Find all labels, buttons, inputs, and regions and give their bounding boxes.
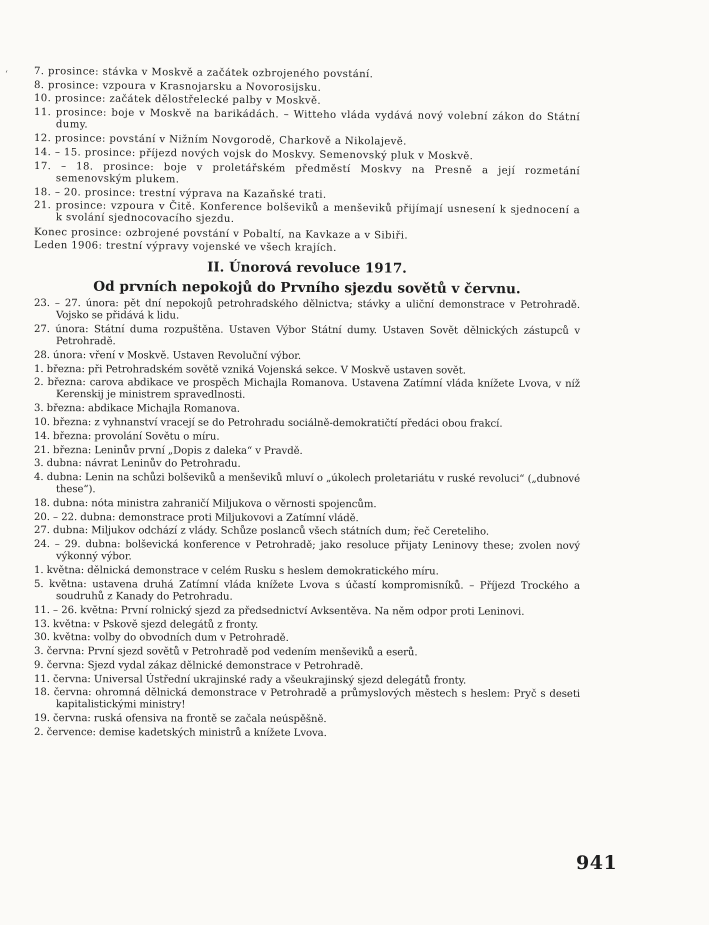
section-title: II. Únorová revoluce 1917. bbox=[207, 259, 407, 277]
chronology-entry: 2. března: carova abdikace ve prospěch Michajla Romanova. Ustavena Zatímní vláda knížete Lvova, v níž Kerenskij je ministrem spravedlnosti. bbox=[34, 377, 581, 402]
chronology-entry: 13. května: v Pskově sjezd delegátů z fronty. bbox=[33, 618, 259, 631]
chronology-entry: 10. března: z vyhnanství vracejí se do Petrohradu sociálně-demokratičtí předáci obou frakcí. bbox=[33, 417, 503, 430]
chronology-entry: 1. května: dělnická demonstrace v celém Rusku s heslem demokratického míru. bbox=[33, 565, 439, 578]
chronology-entry: 19. června: ruská ofensiva na frontě se začala neúspěšně. bbox=[33, 713, 327, 726]
chronology-entry: 20. – 22. dubna: demonstrace proti Miljukovovi a Zatímní vládě. bbox=[33, 511, 359, 524]
chronology-entry: 9. června: Sjezd vydal zákaz dělnické demonstrace v Petrohradě. bbox=[33, 659, 364, 673]
chronology-entry: 3. března: abdikace Michajla Romanova. bbox=[33, 403, 240, 416]
chronology-entry: 17. – 18. prosince: boje v proletářském předměstí Moskvy na Presně a její rozmetání semenovským plukem. bbox=[34, 160, 581, 186]
chronology-entry: 8. prosince: vzpoura v Krasnojarsku a Novorosijsku. bbox=[33, 79, 322, 94]
chronology-entry: 28. února: vření v Moskvě. Ustaven Revoluční výbor. bbox=[33, 349, 302, 362]
chronology-entry: 3. června: První sjezd sovětů v Petrohradě pod vedením menševiků a eserů. bbox=[33, 646, 418, 659]
chronology-entry: 24. – 29. dubna: bolševická konference v Petrohradě; jako resoluce přijaty Leninovy these; zvolen nový výkonný výbor. bbox=[34, 539, 581, 563]
chronology-entry: 1. března: při Petrohradském sovětě vzniká Vojenská sekce. V Moskvě ustaven sovět. bbox=[33, 363, 466, 377]
page-number: 941 bbox=[576, 852, 618, 874]
chronology-entry: 4. dubna: Lenin na schůzi bolševiků a menševiků mluví o „úkolech proletariátu v ruské revoluci“ („dubnové these“). bbox=[34, 471, 581, 496]
chronology-1917 bbox=[34, 298, 580, 740]
chronology-entry: 14. března: provolání Sovětu o míru. bbox=[33, 430, 220, 443]
chronology-entry: 18. června: ohromná dělnická demonstrace v Petrohradě a průmyslových městech s heslem: Pryč s deseti kapitalistickými ministry! bbox=[34, 687, 581, 712]
margin-mark: ‘ bbox=[5, 70, 8, 80]
chronology-1905 bbox=[34, 66, 580, 253]
chronology-entry: 11. prosince: boje v Moskvě na barikádách. – Witteho vláda vydává nový volební zákon do Státní dumy. bbox=[34, 107, 581, 132]
chronology-entry: 14. – 15. prosince: příjezd nových vojsk do Moskvy. Semenovský pluk v Moskvě. bbox=[33, 146, 474, 163]
chronology-entry: 18. dubna: nóta ministra zahraničí Miljukova o věrnosti spojencům. bbox=[33, 498, 377, 511]
chronology-entry: 12. prosince: povstání v Nižním Novgorodě, Charkově a Nikolajevě. bbox=[33, 133, 407, 148]
chronology-entry: Konec prosince: ozbrojené povstání v Pobaltí, na Kavkaze a v Sibiři. bbox=[33, 226, 409, 242]
chronology-entry: Leden 1906: trestní výpravy vojenské ve všech krajích. bbox=[33, 240, 337, 255]
section-subtitle: Od prvních nepokojů do Prvního sjezdu sovětů v červnu. bbox=[93, 278, 521, 297]
chronology-entry: 7. prosince: stávka v Moskvě a začátek ozbrojeného povstání. bbox=[33, 66, 374, 81]
chronology-entry: 27. února: Státní duma rozpuštěna. Ustaven Výbor Státní dumy. Ustaven Sovět dělnických zástupců v Petrohradě. bbox=[34, 323, 581, 348]
chronology-entry: 27. dubna: Miljukov odchází z vlády. Schůze poslanců všech státních dum; řeč Cereteliho. bbox=[33, 525, 490, 539]
chronology-entry: 21. března: Leninův první „Dopis z daleka“ v Pravdě. bbox=[33, 444, 303, 457]
chronology-entry: 30. května: volby do obvodních dum v Petrohradě. bbox=[33, 632, 289, 645]
chronology-entry: 2. července: demise kadetských ministrů a knížete Lvova. bbox=[33, 727, 327, 740]
chronology-entry: 18. – 20. prosince: trestní výprava na Kazaňské trati. bbox=[33, 186, 327, 201]
chronology-entry: 3. dubna: návrat Leninův do Petrohradu. bbox=[33, 458, 241, 470]
chronology-entry: 21. prosince: vzpoura v Čitě. Konference bolševiků a menševiků přijímají usnesení k sjednocení a k svolání sjednocovacího sjezdu. bbox=[34, 200, 581, 226]
chronology-entry: 5. května: ustavena druhá Zatímní vláda knížete Lvova s účastí kompromisníků. – Příjezd Trockého a soudruhů z Kanady do Petrohradu. bbox=[34, 578, 581, 604]
chronology-entry: 23. – 27. února: pět dní nepokojů petrohradského dělnictva; stávky a uliční demonstrace v Petrohradě. Vojsko se přidává k lidu. bbox=[34, 297, 581, 322]
chronology-entry: 11. června: Universal Ústřední ukrajinské rady a všeukrajinský sjezd delegátů fronty. bbox=[33, 673, 467, 687]
chronology-entry: 10. prosince: začátek dělostřelecké palby v Moskvě. bbox=[33, 93, 322, 108]
chronology-entry: 11. – 26. května: První rolnický sjezd za předsednictví Avksentěva. Na něm odpor proti Leninovi. bbox=[33, 605, 525, 618]
chronology-column bbox=[34, 66, 580, 741]
